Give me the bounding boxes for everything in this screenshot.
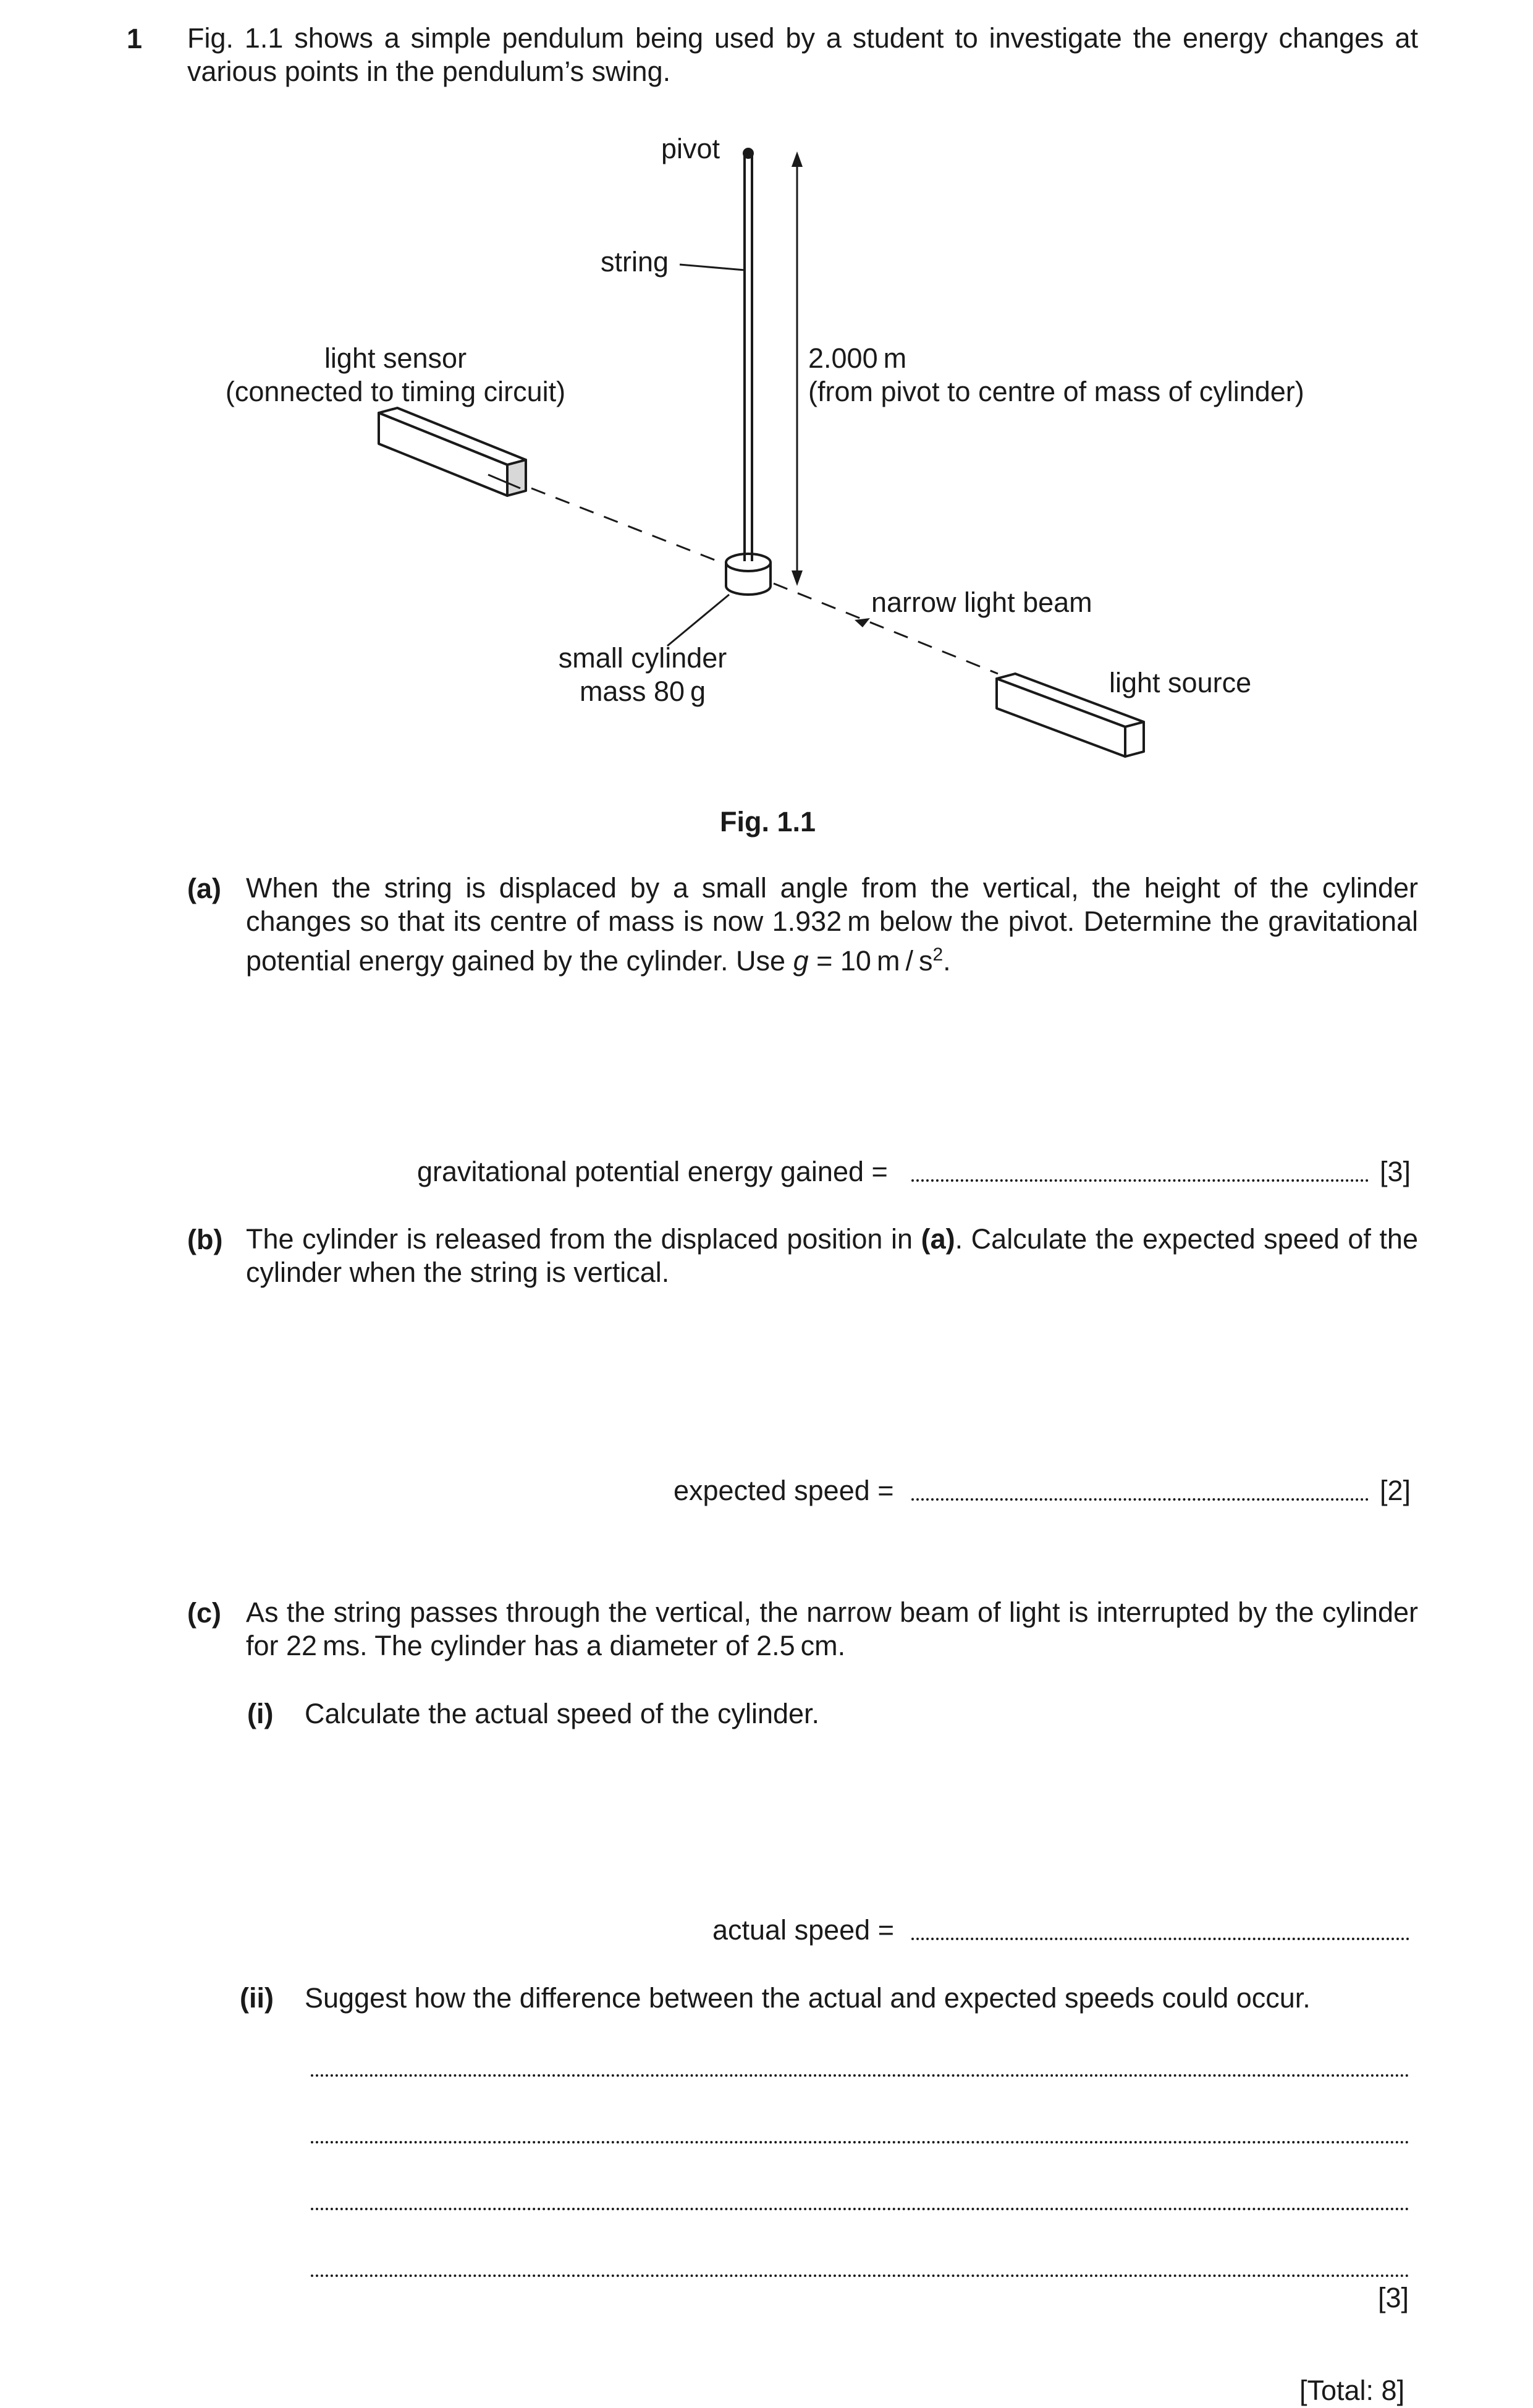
part-c-ii-answer-line[interactable]: [311, 2250, 1409, 2285]
pivot-label: pivot: [661, 133, 720, 164]
cylinder-leader: [667, 595, 729, 646]
part-b-label: (b): [187, 1224, 223, 1255]
part-a-marks: [3]: [1380, 1156, 1411, 1187]
part-a-answer-label: gravitational potential energy gained =: [417, 1156, 888, 1187]
length-label: 2.000 m: [808, 342, 907, 374]
light-sensor-sublabel: (connected to timing circuit): [225, 376, 566, 407]
length-sublabel: (from pivot to centre of mass of cylinder): [808, 376, 1304, 407]
part-c-text: As the string passes through the vertical, the narrow beam of light is interrupted by the cylinder for 22 ms. The cylinder has a diameter of 2.5 cm.: [246, 1596, 1418, 1661]
part-a-label: (a): [187, 873, 221, 904]
part-c-ii-label: (ii): [240, 1982, 274, 2014]
part-c-i-text: Calculate the actual speed of the cylinder.: [305, 1698, 820, 1729]
part-b-text: The cylinder is released from the displaced position in (a). Calculate the expected speed of the cylinder when the string is vertical.: [246, 1223, 1418, 1288]
part-c-i-label: (i): [247, 1698, 274, 1729]
part-c-label: (c): [187, 1597, 221, 1629]
light-source-label: light source: [1109, 667, 1252, 698]
cylinder-label: small cylinder: [558, 642, 727, 674]
question-number: 1: [127, 23, 143, 54]
question-total: [Total: 8]: [1299, 2375, 1405, 2406]
small-cylinder: [726, 554, 771, 595]
light-sensor-box: [379, 408, 526, 496]
part-c-i-answer-field[interactable]: [911, 1913, 1409, 1948]
part-a-text: When the string is displaced by a small angle from the vertical, the height of the cylinder changes so that its centre of mass is now 1.932 m below the pivot. Determine the gravitational potential energy gained by the cylinder. Use g = 10 m / $s^2$.: [246, 872, 1418, 977]
part-c-ii-answer-line[interactable]: [311, 2116, 1409, 2152]
part-c-i-answer-label: actual speed =: [712, 1914, 894, 1946]
part-c-ii-text: Suggest how the difference between the actual and expected speeds could occur.: [305, 1982, 1311, 2014]
length-arrow-bottom: [792, 570, 803, 586]
part-b-marks: [2]: [1380, 1475, 1411, 1506]
beam-left-dashes: [531, 488, 724, 564]
part-b-answer-label: expected speed =: [674, 1475, 894, 1506]
question-intro: Fig. 1.1 shows a simple pendulum being used by a student to investigate the energy changes at various points in the pendulum’s swing.: [187, 22, 1418, 87]
part-c-ii-answer-line[interactable]: [311, 2050, 1409, 2085]
beam-arrowhead: [855, 618, 870, 627]
cylinder-mass-label: mass 80 g: [579, 676, 706, 707]
light-sensor-label: light sensor: [324, 342, 467, 374]
part-b-answer-field[interactable]: [911, 1473, 1369, 1509]
part-a-answer-field[interactable]: [911, 1155, 1369, 1190]
part-c-ii-marks: [3]: [1378, 2282, 1409, 2313]
part-c-ii-answer-line[interactable]: [311, 2183, 1409, 2218]
light-beam-label: narrow light beam: [871, 587, 1092, 618]
figure-caption: Fig. 1.1: [720, 806, 816, 837]
string-leader: [680, 265, 745, 270]
string-label: string: [601, 246, 669, 278]
length-arrow-top: [792, 151, 803, 167]
